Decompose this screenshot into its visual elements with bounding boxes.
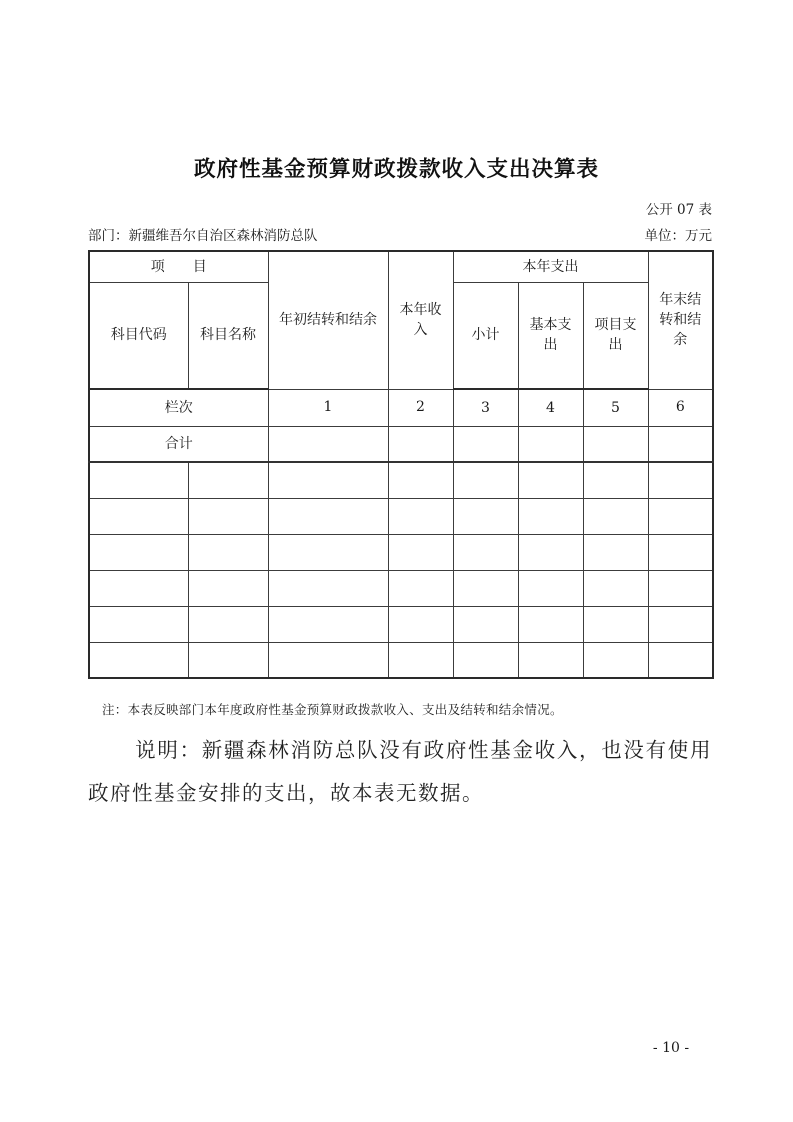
header-current-year-expenditure: 本年支出	[453, 251, 648, 282]
empty-cell	[518, 606, 583, 642]
header-subtotal: 小计	[453, 282, 518, 389]
table-row	[89, 462, 713, 498]
empty-cell	[188, 606, 268, 642]
empty-cell	[453, 534, 518, 570]
empty-cell	[188, 462, 268, 498]
empty-cell	[583, 642, 648, 678]
lane-number: 3	[453, 389, 518, 426]
header-item-group: 项 目	[89, 251, 268, 282]
empty-cell	[268, 498, 388, 534]
empty-cell	[268, 570, 388, 606]
header-subject-code: 科目代码	[89, 282, 188, 389]
header-beginning-balance: 年初结转和结余	[268, 251, 388, 389]
empty-cell	[453, 570, 518, 606]
empty-cell	[453, 642, 518, 678]
total-cell-empty	[268, 426, 388, 462]
empty-cell	[648, 606, 713, 642]
total-cell-empty	[583, 426, 648, 462]
table-header-row-1	[89, 251, 713, 282]
empty-cell	[518, 570, 583, 606]
empty-cell	[583, 570, 648, 606]
empty-cell	[89, 462, 188, 498]
empty-cell	[388, 642, 453, 678]
empty-cell	[388, 462, 453, 498]
table-row	[89, 534, 713, 570]
total-cell-empty	[388, 426, 453, 462]
header-basic-expenditure: 基本支出	[518, 282, 583, 389]
header-project-expenditure: 项目支出	[583, 282, 648, 389]
total-row	[89, 426, 713, 462]
empty-cell	[518, 534, 583, 570]
budget-table	[88, 250, 714, 679]
page-title: 政府性基金预算财政拨款收入支出决算表	[193, 157, 599, 182]
lane-number: 6	[648, 389, 713, 426]
empty-cell	[388, 606, 453, 642]
empty-cell	[89, 534, 188, 570]
empty-cell	[518, 498, 583, 534]
lane-number: 1	[268, 389, 388, 426]
lane-number: 5	[583, 389, 648, 426]
empty-cell	[648, 534, 713, 570]
lane-row-label: 栏次	[89, 389, 268, 426]
empty-cell	[188, 498, 268, 534]
empty-cell	[648, 462, 713, 498]
empty-cell	[518, 642, 583, 678]
empty-cell	[188, 642, 268, 678]
empty-cell	[453, 462, 518, 498]
total-row-label: 合计	[89, 426, 268, 462]
empty-cell	[268, 642, 388, 678]
department-label: 部门：新疆维吾尔自治区森林消防总队	[88, 228, 318, 244]
table-row	[89, 606, 713, 642]
explanation-paragraph: 说明：新疆森林消防总队没有政府性基金收入，也没有使用政府性基金安排的支出，故本表无数据。	[88, 738, 712, 805]
content-area	[88, 198, 712, 815]
table-code-label: 公开 07 表	[645, 202, 712, 218]
empty-cell	[648, 498, 713, 534]
table-row	[89, 570, 713, 606]
empty-cell	[453, 606, 518, 642]
empty-cell	[268, 534, 388, 570]
empty-cell	[188, 534, 268, 570]
empty-cell	[518, 462, 583, 498]
empty-cell	[268, 462, 388, 498]
meta-row	[88, 224, 712, 244]
lane-number: 4	[518, 389, 583, 426]
empty-cell	[89, 642, 188, 678]
header-current-year-income: 本年收入	[388, 251, 453, 389]
table-footnote: 注：本表反映部门本年度政府性基金预算财政拨款收入、支出及结转和结余情况。	[102, 702, 563, 717]
header-year-end-balance: 年末结转和结余	[648, 251, 713, 389]
lane-number-row	[89, 389, 713, 426]
table-row	[89, 498, 713, 534]
total-cell-empty	[648, 426, 713, 462]
empty-cell	[89, 606, 188, 642]
header-subject-name: 科目名称	[188, 282, 268, 389]
table-row	[89, 642, 713, 678]
empty-cell	[453, 498, 518, 534]
empty-cell	[583, 462, 648, 498]
empty-cell	[583, 534, 648, 570]
page-number: - 10 -	[652, 1040, 690, 1056]
empty-cell	[388, 534, 453, 570]
empty-cell	[89, 570, 188, 606]
empty-cell	[648, 570, 713, 606]
total-cell-empty	[518, 426, 583, 462]
empty-cell	[89, 498, 188, 534]
lane-number: 2	[388, 389, 453, 426]
total-cell-empty	[453, 426, 518, 462]
empty-cell	[583, 606, 648, 642]
empty-cell	[388, 498, 453, 534]
unit-label: 单位：万元	[644, 228, 712, 244]
empty-cell	[388, 570, 453, 606]
empty-cell	[188, 570, 268, 606]
empty-cell	[268, 606, 388, 642]
empty-cell	[648, 642, 713, 678]
empty-cell	[583, 498, 648, 534]
